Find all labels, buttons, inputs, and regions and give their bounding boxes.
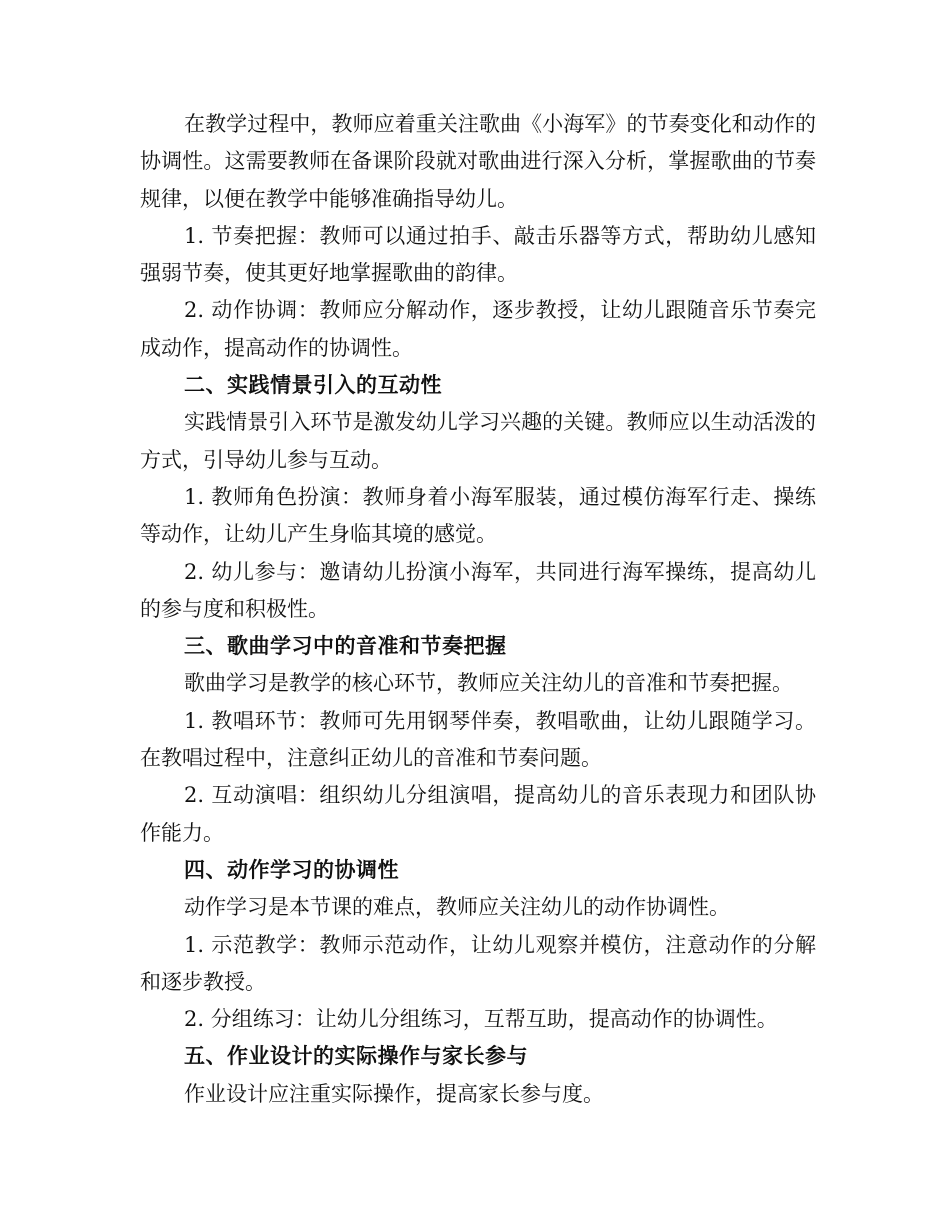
paragraph-section-2: 实践情景引入环节是激发幼儿学习兴趣的关键。教师应以生动活泼的方式，引导幼儿参与互动。 — [140, 410, 816, 472]
list-item-group-practice: 2. 分组练习：让幼儿分组练习，互帮互助，提高动作的协调性。 — [184, 1007, 778, 1032]
paragraph-section-3: 歌曲学习是教学的核心环节，教师应关注幼儿的音准和节奏把握。 — [184, 671, 793, 696]
list-item-interactive-singing: 2. 互动演唱：组织幼儿分组演唱，提高幼儿的音乐表现力和团队协作能力。 — [140, 783, 816, 845]
paragraph-section-5: 作业设计应注重实际操作，提高家长参与度。 — [184, 1081, 604, 1106]
paragraph-section-4: 动作学习是本节课的难点，教师应关注幼儿的动作协调性。 — [184, 895, 730, 920]
section-heading-4: 四、动作学习的协调性 — [184, 857, 399, 882]
list-item-role-play: 1. 教师角色扮演：教师身着小海军服装，通过模仿海军行走、操练等动作，让幼儿产生身临其境的感觉。 — [140, 484, 816, 547]
list-item-demonstration: 1. 示范教学：教师示范动作，让幼儿观察并模仿，注意动作的分解和逐步教授。 — [140, 932, 816, 994]
section-heading-2: 二、实践情景引入的互动性 — [184, 373, 442, 398]
list-item-participation: 2. 幼儿参与：邀请幼儿扮演小海军，共同进行海军操练，提高幼儿的参与度和积极性。 — [140, 559, 816, 621]
paragraph-intro: 在教学过程中，教师应着重关注歌曲《小海军》的节奏变化和动作的协调性。这需要教师在备课阶段就对歌曲进行深入分析，掌握歌曲的节奏规律，以便在教学中能够准确指导幼儿。 — [140, 112, 816, 211]
section-heading-3: 三、歌曲学习中的音准和节奏把握 — [184, 634, 507, 659]
list-item-movement: 2. 动作协调：教师应分解动作，逐步教授，让幼儿跟随音乐节奏完成动作，提高动作的协调性。 — [140, 298, 816, 360]
section-heading-5: 五、作业设计的实际操作与家长参与 — [184, 1044, 528, 1069]
document-page — [140, 106, 816, 1113]
list-item-rhythm: 1. 节奏把握：教师可以通过拍手、敲击乐器等方式，帮助幼儿感知强弱节奏，使其更好地掌握歌曲的韵律。 — [140, 223, 816, 286]
list-item-teaching-singing: 1. 教唱环节：教师可先用钢琴伴奏，教唱歌曲，让幼儿跟随学习。在教唱过程中，注意纠正幼儿的音准和节奏问题。 — [140, 708, 816, 771]
